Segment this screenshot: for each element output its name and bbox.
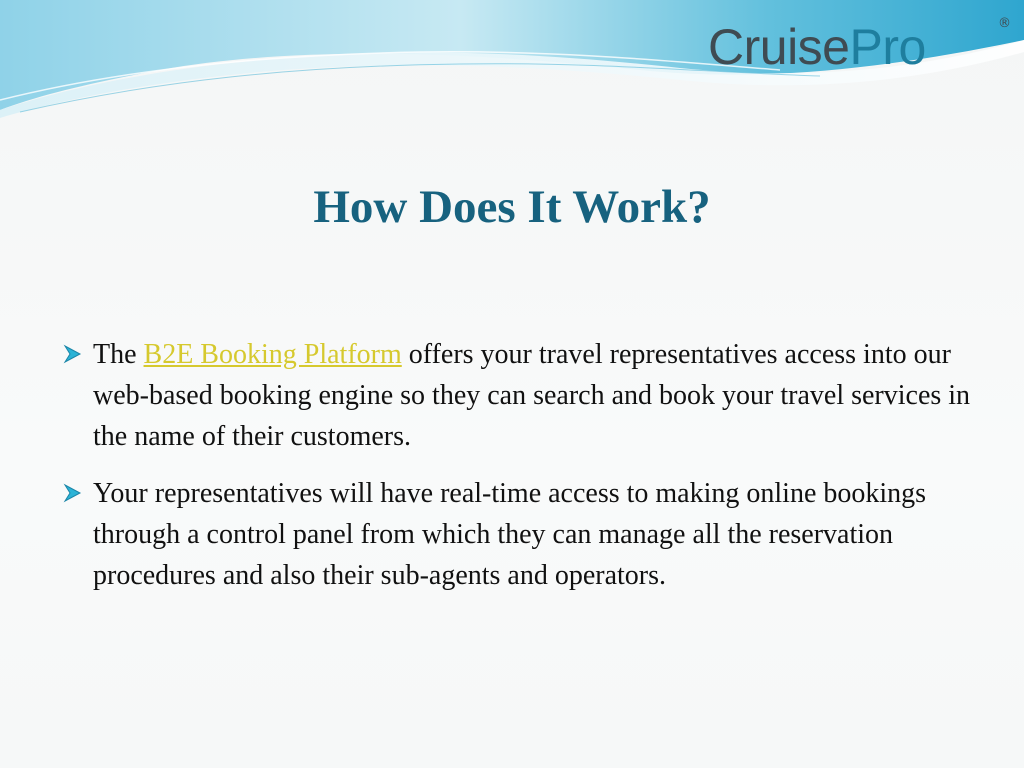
logo-text-pro: Pro [849,19,926,75]
bullet-text: Your representatives will have real-time access to making online bookings through a control panel from which they can manage all the reservation procedures and also their sub-agents and operators. [93,478,927,591]
b2e-booking-platform-link[interactable]: B2E Booking Platform [143,339,402,370]
logo-text-cruise: Cruise [708,19,850,75]
bullet-item-representatives [62,473,982,596]
registered-mark: ® [998,16,1011,31]
bullet-text-after: offers your travel representatives access into our web-based booking engine so they can search and book your travel services in the name of their customers. [93,339,971,452]
slide-title: How Does It Work? [313,181,711,233]
bullet-item-booking-platform [62,334,982,457]
bullet-list [62,334,982,612]
arrow-bullet-icon [62,482,86,504]
cruisepro-logo [708,16,1011,78]
bullet-text-before: The [93,339,144,370]
arrow-bullet-icon [62,343,86,365]
